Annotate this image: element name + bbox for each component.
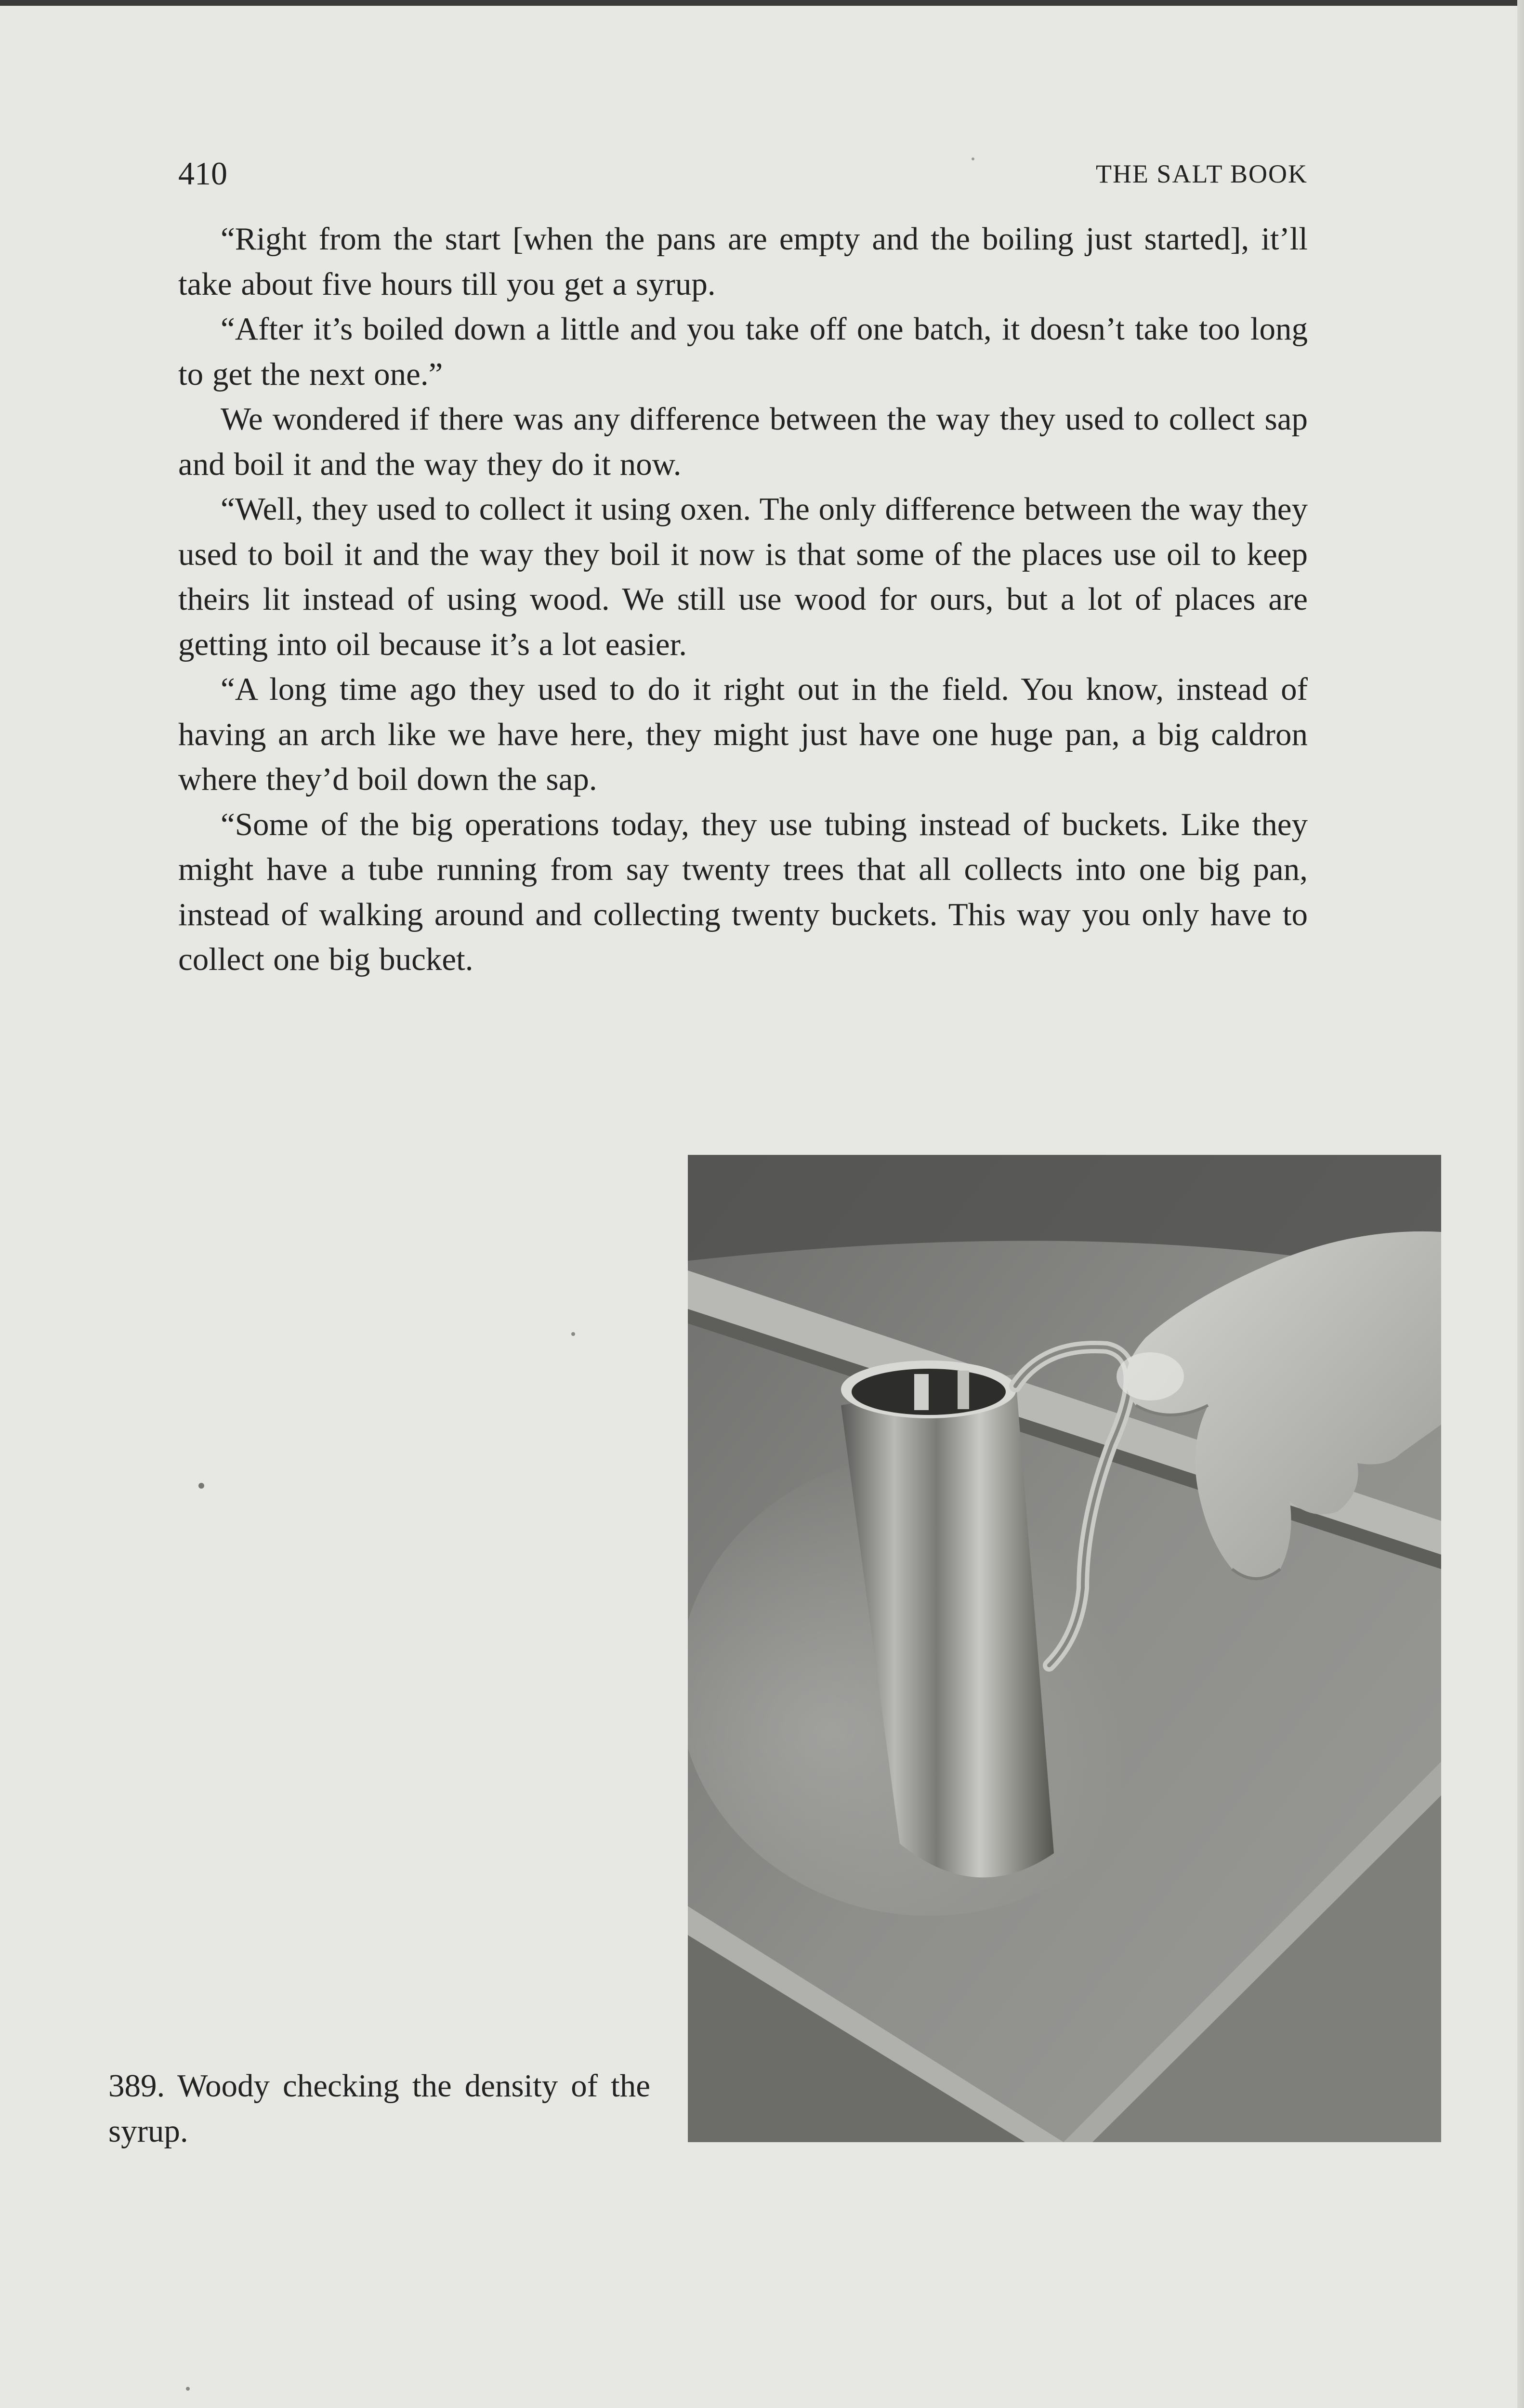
paragraph-1: “Right from the start [when the pans are empty and the boiling just started], it’ll take about five hours till you get a syrup. (178, 221, 1308, 302)
paragraph-3: We wondered if there was any difference between the way they used to collect sap and boil it and the way they do it now. (178, 401, 1308, 482)
paragraph-2: “After it’s boiled down a little and you take off one batch, it doesn’t take too long to get the next one.” (178, 311, 1308, 392)
photo-hydrometer-cup (688, 1155, 1441, 2142)
figure-caption: 389. Woody checking the density of the syrup. (108, 2068, 650, 2149)
page-top-edge (0, 0, 1524, 6)
page-right-edge (1517, 0, 1524, 2408)
figure-photo (688, 1155, 1441, 2142)
book-title: THE SALT BOOK (1095, 159, 1308, 188)
running-head (178, 154, 1308, 193)
paragraph-5: “A long time ago they used to do it right out in the field. You know, instead of having an arch like we have here, they might just have one huge pan, a big caldron where they’d boil down the sap. (178, 671, 1308, 797)
paragraph-6: “Some of the big operations today, they use tubing instead of buckets. Like they might have a tube running from say twenty trees that all collects into one big pan, instead of walking around and collecting twenty buckets. This way you only have to collect one big bucket. (178, 806, 1308, 977)
paragraph-4: “Well, they used to collect it using oxen. The only difference between the way they used to boil it and the way they boil it now is that some of the places use oil to keep theirs lit instead of using wood. We still use wood for ours, but a lot of places are getting into oil because it’s a lot easier. (178, 491, 1308, 662)
body-text (178, 217, 1308, 982)
page-number: 410 (178, 155, 227, 192)
